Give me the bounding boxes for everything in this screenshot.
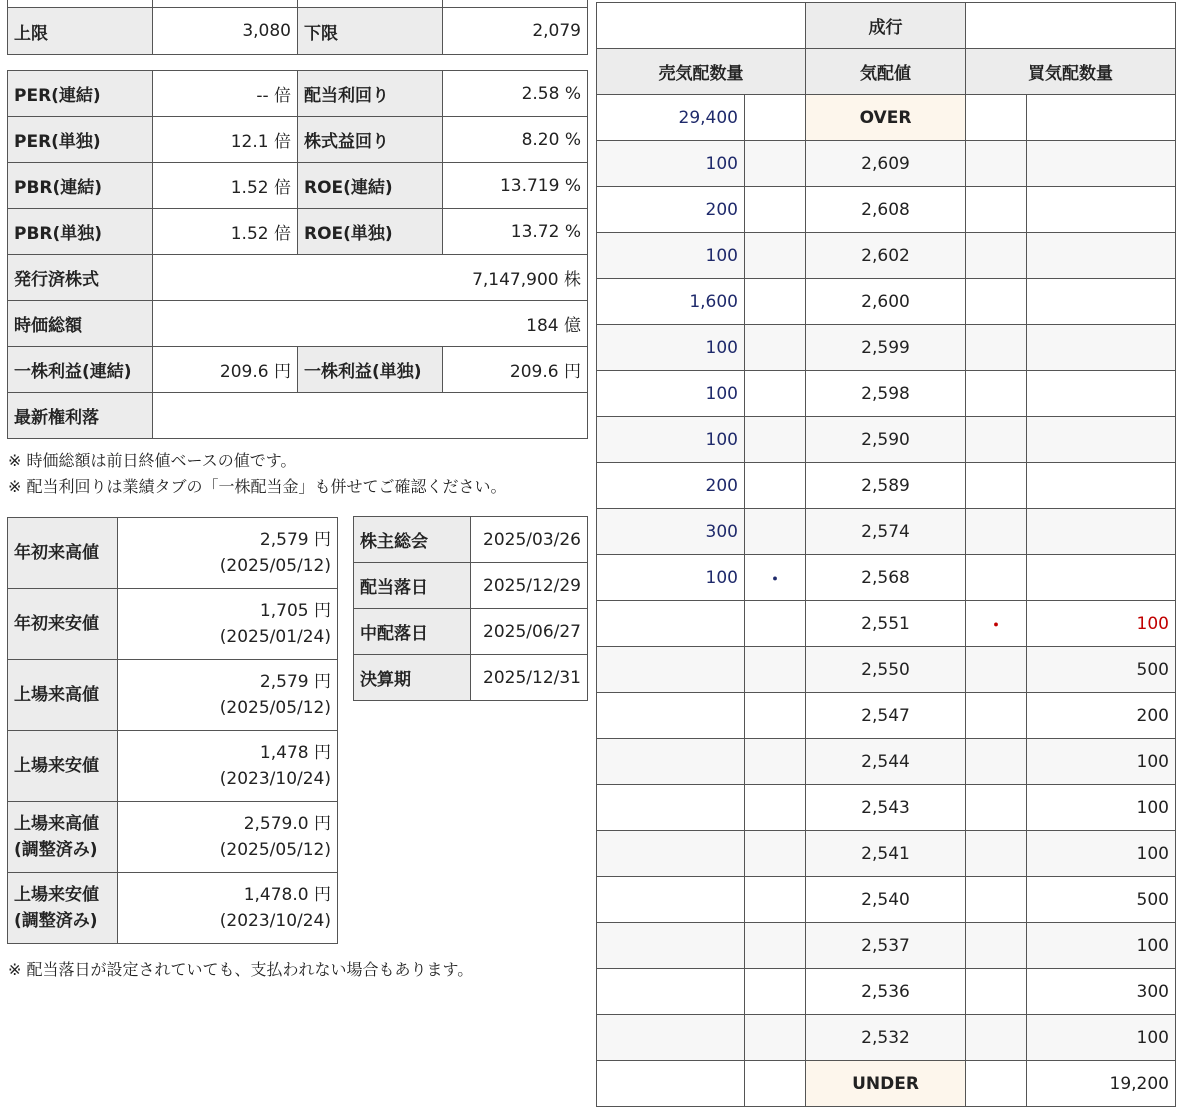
high-low-row — [8, 873, 338, 944]
ex-dividend-value: 2025/12/29 — [471, 563, 588, 609]
market-order-label: 成行 — [806, 3, 966, 49]
sell-mark — [745, 187, 806, 233]
sell-quantity — [597, 877, 745, 923]
under-quantity: 19,200 — [1027, 1061, 1176, 1107]
sell-quantity: 100 — [597, 371, 745, 417]
sell-mark — [745, 325, 806, 371]
order-book-row — [597, 279, 1176, 325]
market-cap-row — [8, 301, 588, 347]
market-cap-note: ※ 時価総額は前日終値ベースの値です。 — [8, 451, 297, 470]
buy-quantity: 100 — [1027, 923, 1176, 969]
buy-mark — [966, 141, 1027, 187]
buy-mark — [966, 969, 1027, 1015]
high-low-row — [8, 731, 338, 802]
valuation-table — [7, 70, 588, 439]
buy-quantity: 100 — [1027, 739, 1176, 785]
buy-quantity — [1027, 187, 1176, 233]
corporate-dates-table — [353, 516, 588, 701]
sell-quantity — [597, 785, 745, 831]
market-order-sell-cell — [597, 3, 806, 49]
interim-ex-dividend-label: 中配落日 — [354, 609, 471, 655]
buy-quantity: 100 — [1027, 785, 1176, 831]
order-book-row — [597, 325, 1176, 371]
dividend-yield-value: 2.58 % — [443, 71, 588, 117]
sell-quantity-header: 売気配数量 — [597, 49, 806, 95]
order-book-row — [597, 923, 1176, 969]
per-single-label: PER(単独) — [8, 117, 153, 163]
buy-mark — [966, 95, 1027, 141]
sell-mark — [745, 785, 806, 831]
sell-quantity — [597, 1061, 745, 1107]
buy-quantity — [1027, 95, 1176, 141]
per-consolidated-value: -- 倍 — [153, 71, 298, 117]
order-book-row — [597, 555, 1176, 601]
quote-price: 2,589 — [806, 463, 966, 509]
sell-mark — [745, 1061, 806, 1107]
quote-price: 2,537 — [806, 923, 966, 969]
limit-top-edge — [8, 0, 153, 8]
ratio-row — [8, 71, 588, 117]
quote-price: 2,551 — [806, 601, 966, 647]
date-row — [354, 563, 588, 609]
buy-quantity: 300 — [1027, 969, 1176, 1015]
order-book-row — [597, 1015, 1176, 1061]
quote-price: 2,540 — [806, 877, 966, 923]
sell-quantity: 100 — [597, 325, 745, 371]
pbr-consolidated-label: PBR(連結) — [8, 163, 153, 209]
sell-quantity — [597, 647, 745, 693]
ex-rights-row — [8, 393, 588, 439]
shares-outstanding-value: 7,147,900 株 — [153, 255, 588, 301]
sell-mark — [745, 739, 806, 785]
order-book-row — [597, 141, 1176, 187]
earnings-yield-label: 株式益回り — [298, 117, 443, 163]
quote-price: 2,532 — [806, 1015, 966, 1061]
buy-mark — [966, 417, 1027, 463]
under-row — [597, 1061, 1176, 1107]
buy-quantity: 100 — [1027, 1015, 1176, 1061]
order-book-row — [597, 233, 1176, 279]
buy-quantity — [1027, 555, 1176, 601]
sell-quantity: 200 — [597, 187, 745, 233]
buy-quantity — [1027, 141, 1176, 187]
sell-quantity: 300 — [597, 509, 745, 555]
quote-price: 2,609 — [806, 141, 966, 187]
interim-ex-dividend-value: 2025/06/27 — [471, 609, 588, 655]
sell-mark — [745, 693, 806, 739]
buy-mark — [966, 831, 1027, 877]
per-consolidated-label: PER(連結) — [8, 71, 153, 117]
sell-quantity: 1,600 — [597, 279, 745, 325]
listing-high-value: 2,579 円 (2025/05/12) — [118, 660, 338, 731]
sell-quantity — [597, 693, 745, 739]
ytd-high-label: 年初来高値 — [8, 518, 118, 589]
buy-mark — [966, 647, 1027, 693]
sell-quantity — [597, 969, 745, 1015]
price-header: 気配値 — [806, 49, 966, 95]
sell-quantity: 200 — [597, 463, 745, 509]
roe-single-label: ROE(単独) — [298, 209, 443, 255]
high-low-row — [8, 589, 338, 660]
ex-rights-value — [153, 393, 588, 439]
buy-mark — [966, 1061, 1027, 1107]
limit-top-edge — [298, 0, 443, 8]
dividend-yield-label: 配当利回り — [298, 71, 443, 117]
high-low-table — [7, 517, 338, 944]
buy-quantity-header: 買気配数量 — [966, 49, 1176, 95]
sell-mark: ･ — [745, 555, 806, 601]
buy-mark — [966, 233, 1027, 279]
over-label: OVER — [806, 95, 966, 141]
adjusted-high-label: 上場来高値 (調整済み) — [8, 802, 118, 873]
buy-quantity: 500 — [1027, 647, 1176, 693]
buy-quantity — [1027, 325, 1176, 371]
eps-single-label: 一株利益(単独) — [298, 347, 443, 393]
quote-price: 2,544 — [806, 739, 966, 785]
buy-mark — [966, 923, 1027, 969]
price-limit-table — [7, 0, 588, 55]
listing-high-label: 上場来高値 — [8, 660, 118, 731]
shares-outstanding-label: 発行済株式 — [8, 255, 153, 301]
quote-price: 2,550 — [806, 647, 966, 693]
high-low-row — [8, 802, 338, 873]
listing-low-value: 1,478 円 (2023/10/24) — [118, 731, 338, 802]
quote-price: 2,608 — [806, 187, 966, 233]
sell-quantity: 100 — [597, 233, 745, 279]
sell-mark — [745, 509, 806, 555]
order-book-row — [597, 371, 1176, 417]
fiscal-period-label: 決算期 — [354, 655, 471, 701]
buy-mark — [966, 1015, 1027, 1061]
buy-mark — [966, 555, 1027, 601]
buy-mark: ･ — [966, 601, 1027, 647]
sell-mark — [745, 831, 806, 877]
ytd-low-label: 年初来安値 — [8, 589, 118, 660]
limit-top-edge — [153, 0, 298, 8]
buy-quantity: 500 — [1027, 877, 1176, 923]
buy-quantity: 100 — [1027, 601, 1176, 647]
ratio-row — [8, 163, 588, 209]
date-row — [354, 609, 588, 655]
buy-mark — [966, 877, 1027, 923]
sell-mark — [745, 141, 806, 187]
order-book-row — [597, 877, 1176, 923]
ratio-row — [8, 117, 588, 163]
market-order-buy-cell — [966, 3, 1176, 49]
buy-quantity — [1027, 417, 1176, 463]
eps-consolidated-value: 209.6 円 — [153, 347, 298, 393]
quote-price: 2,574 — [806, 509, 966, 555]
order-book-row — [597, 187, 1176, 233]
buy-quantity — [1027, 233, 1176, 279]
market-cap-value: 184 億 — [153, 301, 588, 347]
lower-limit-label: 下限 — [298, 8, 443, 55]
per-single-value: 12.1 倍 — [153, 117, 298, 163]
sell-mark — [745, 969, 806, 1015]
fiscal-period-value: 2025/12/31 — [471, 655, 588, 701]
buy-quantity — [1027, 279, 1176, 325]
order-book-row — [597, 693, 1176, 739]
sell-quantity — [597, 923, 745, 969]
quote-price: 2,536 — [806, 969, 966, 1015]
sell-mark — [745, 877, 806, 923]
buy-mark — [966, 509, 1027, 555]
order-book-row — [597, 509, 1176, 555]
buy-quantity: 200 — [1027, 693, 1176, 739]
ex-dividend-label: 配当落日 — [354, 563, 471, 609]
under-label: UNDER — [806, 1061, 966, 1107]
buy-quantity — [1027, 463, 1176, 509]
dividend-yield-note: ※ 配当利回りは業績タブの「一株配当金」も併せてご確認ください。 — [8, 477, 507, 496]
sell-quantity: 100 — [597, 555, 745, 601]
sell-quantity — [597, 739, 745, 785]
sell-mark — [745, 463, 806, 509]
order-book-table — [596, 2, 1176, 1107]
sell-mark — [745, 279, 806, 325]
quote-price: 2,547 — [806, 693, 966, 739]
order-book-row — [597, 739, 1176, 785]
quote-price: 2,602 — [806, 233, 966, 279]
limit-top-edge — [443, 0, 588, 8]
buy-quantity — [1027, 371, 1176, 417]
upper-limit-value: 3,080 — [153, 8, 298, 55]
over-quantity: 29,400 — [597, 95, 745, 141]
pbr-single-label: PBR(単独) — [8, 209, 153, 255]
buy-mark — [966, 693, 1027, 739]
lower-limit-value: 2,079 — [443, 8, 588, 55]
roe-single-value: 13.72 % — [443, 209, 588, 255]
sell-quantity: 100 — [597, 417, 745, 463]
eps-single-value: 209.6 円 — [443, 347, 588, 393]
order-book-row — [597, 831, 1176, 877]
buy-mark — [966, 187, 1027, 233]
over-row — [597, 95, 1176, 141]
quote-price: 2,599 — [806, 325, 966, 371]
pbr-consolidated-value: 1.52 倍 — [153, 163, 298, 209]
buy-mark — [966, 785, 1027, 831]
sell-mark — [745, 923, 806, 969]
quote-price: 2,598 — [806, 371, 966, 417]
date-row — [354, 517, 588, 563]
roe-consolidated-value: 13.719 % — [443, 163, 588, 209]
ex-dividend-note: ※ 配当落日が設定されていても、支払われない場合もあります。 — [8, 960, 474, 979]
order-book-row — [597, 463, 1176, 509]
buy-mark — [966, 371, 1027, 417]
order-book-row — [597, 785, 1176, 831]
buy-quantity: 100 — [1027, 831, 1176, 877]
sell-mark — [745, 601, 806, 647]
eps-row — [8, 347, 588, 393]
adjusted-low-value: 1,478.0 円 (2023/10/24) — [118, 873, 338, 944]
sell-mark — [745, 95, 806, 141]
listing-low-label: 上場来安値 — [8, 731, 118, 802]
sell-quantity — [597, 1015, 745, 1061]
sell-mark — [745, 647, 806, 693]
buy-mark — [966, 463, 1027, 509]
pbr-single-value: 1.52 倍 — [153, 209, 298, 255]
shareholders-meeting-value: 2025/03/26 — [471, 517, 588, 563]
order-book-row — [597, 601, 1176, 647]
ytd-low-value: 1,705 円 (2025/01/24) — [118, 589, 338, 660]
buy-mark — [966, 325, 1027, 371]
upper-limit-label: 上限 — [8, 8, 153, 55]
ex-rights-label: 最新権利落 — [8, 393, 153, 439]
quote-price: 2,600 — [806, 279, 966, 325]
ytd-high-value: 2,579 円 (2025/05/12) — [118, 518, 338, 589]
sell-mark — [745, 1015, 806, 1061]
high-low-row — [8, 660, 338, 731]
quote-price: 2,543 — [806, 785, 966, 831]
quote-price: 2,568 — [806, 555, 966, 601]
date-row — [354, 655, 588, 701]
adjusted-low-label: 上場来安値 (調整済み) — [8, 873, 118, 944]
roe-consolidated-label: ROE(連結) — [298, 163, 443, 209]
quote-price: 2,590 — [806, 417, 966, 463]
adjusted-high-value: 2,579.0 円 (2025/05/12) — [118, 802, 338, 873]
quote-price: 2,541 — [806, 831, 966, 877]
shareholders-meeting-label: 株主総会 — [354, 517, 471, 563]
earnings-yield-value: 8.20 % — [443, 117, 588, 163]
buy-quantity — [1027, 509, 1176, 555]
buy-mark — [966, 279, 1027, 325]
sell-mark — [745, 417, 806, 463]
ratio-row — [8, 209, 588, 255]
sell-quantity — [597, 831, 745, 877]
sell-mark — [745, 233, 806, 279]
sell-quantity — [597, 601, 745, 647]
order-book-row — [597, 969, 1176, 1015]
shares-row — [8, 255, 588, 301]
order-book-row — [597, 417, 1176, 463]
buy-mark — [966, 739, 1027, 785]
order-book-row — [597, 647, 1176, 693]
market-cap-label: 時価総額 — [8, 301, 153, 347]
high-low-row — [8, 518, 338, 589]
eps-consolidated-label: 一株利益(連結) — [8, 347, 153, 393]
sell-mark — [745, 371, 806, 417]
sell-quantity: 100 — [597, 141, 745, 187]
